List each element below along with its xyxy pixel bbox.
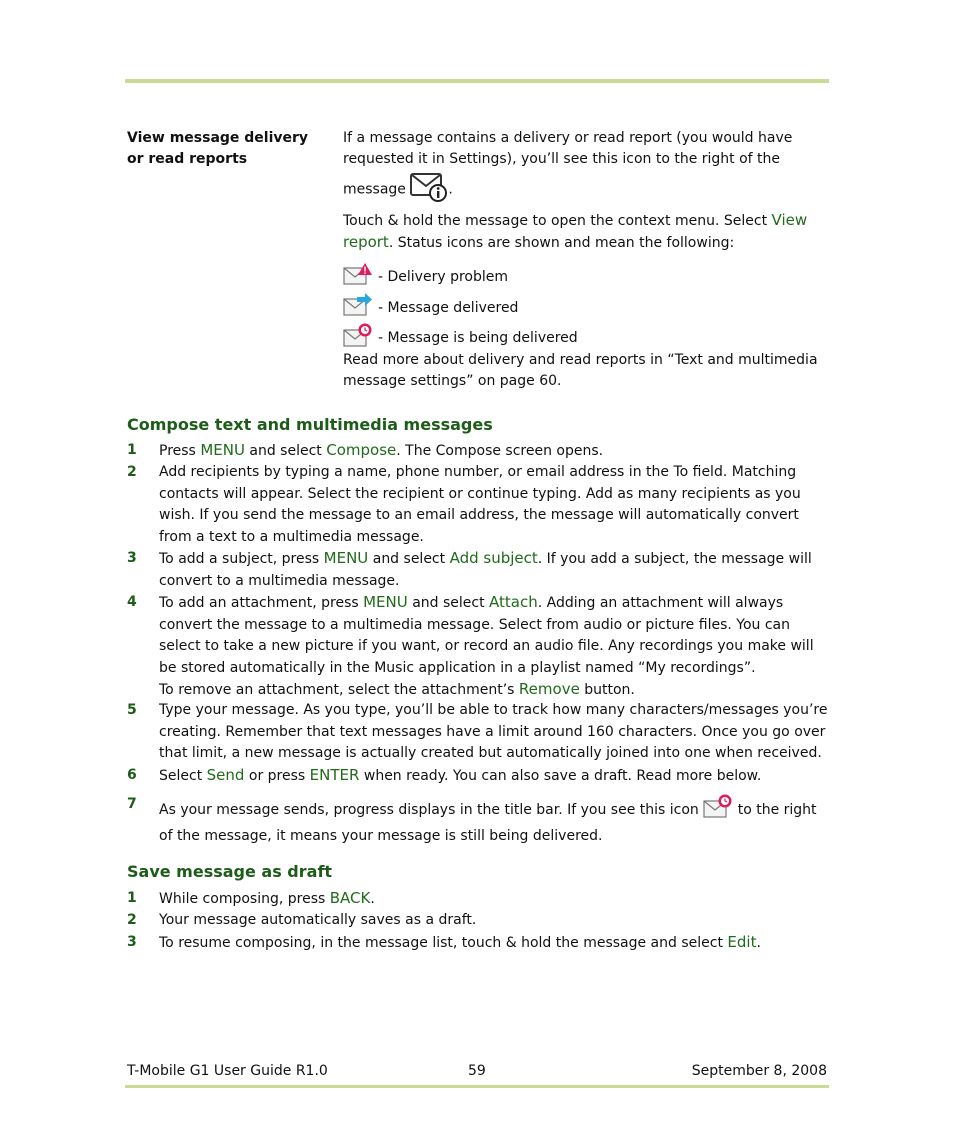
compose-heading: Compose text and multimedia messages [127, 415, 493, 434]
page-number: 59 [468, 1063, 486, 1079]
envelope-clock-icon [703, 794, 733, 826]
edit-keyword: Edit [727, 933, 757, 951]
footer-rule [125, 1085, 829, 1088]
remove-keyword: Remove [518, 680, 580, 698]
compose-step-6: 6 Select Send or press ENTER when ready. You can also save a draft. Read more below. [127, 766, 762, 784]
status-message-delivered: - Message delivered [343, 293, 518, 324]
status-delivery-problem: - Delivery problem [343, 262, 508, 293]
compose-step-7: 7 As your message sends, progress displays in the title bar. If you see this icon to the right of the message, it means your message is still being delivered. [127, 796, 817, 844]
draft-heading: Save message as draft [127, 862, 333, 881]
compose-keyword: Compose [326, 441, 397, 459]
compose-step-5: 5 Type your message. As you type, you’ll be able to track how many characters/messages you’re creating. Remember that text messages have a limit around 160 characters. Once you go over that limit, a new message is actually created but automatically joined into one when received. [127, 702, 828, 761]
compose-step-3: 3 To add a subject, press MENU and select Add subject. If you add a subject, the message will convert to a multimedia message. [127, 549, 812, 589]
view-report-keyword: View report [343, 211, 808, 251]
status-being-delivered: - Message is being delivered [343, 323, 578, 354]
footer-date: September 8, 2008 [691, 1063, 827, 1079]
draft-step-1: 1 While composing, press BACK. [127, 889, 375, 907]
compose-step-2: 2 Add recipients by typing a name, phone number, or email address in the To field. Matching contacts will appear. Select the recipient or continue typing. Add as many recipients as you wish. If you send the message to an email address, the message will automatically convert from a text to a multimedia message. [127, 464, 801, 545]
add-subject-keyword: Add subject [449, 549, 538, 567]
enter-keyword: ENTER [309, 766, 360, 784]
compose-step-4: 4 To add an attachment, press MENU and select Attach. Adding an attachment will always convert the message to a multimedia message. Select from audio or picture files. You can select to take a new picture if you want, or record an audio file. Any recordings you make will be stored automatically in the Music application in a playlist named “My recordings”. To remove an attachment, select the attachment’s Remove button. [127, 593, 814, 698]
footer-title: T-Mobile G1 User Guide R1.0 [127, 1063, 328, 1079]
draft-step-2: 2 Your message automatically saves as a draft. [127, 912, 477, 928]
definition-paragraph-2: Touch & hold the message to open the context menu. Select View report. Status icons are shown and mean the following: [343, 211, 808, 251]
definition-label: View message delivery or read reports [127, 130, 309, 167]
envelope-warning-icon [343, 262, 373, 293]
draft-step-3: 3 To resume composing, in the message list, touch & hold the message and select Edit. [127, 933, 761, 951]
menu-keyword: MENU [363, 593, 408, 611]
send-keyword: Send [206, 766, 245, 784]
compose-step-1: 1 Press MENU and select Compose. The Compose screen opens. [127, 441, 604, 459]
menu-keyword: MENU [200, 441, 245, 459]
definition-paragraph-3: Read more about delivery and read reports in “Text and multimedia message settings” on page 60. [343, 352, 818, 389]
back-keyword: BACK [329, 889, 371, 907]
menu-keyword: MENU [323, 549, 369, 567]
definition-paragraph-1: If a message contains a delivery or read report (you would have requested it in Settings), you’ll see this icon to the right of the message . [343, 128, 829, 209]
header-rule [125, 79, 829, 83]
attach-keyword: Attach [489, 593, 538, 611]
envelope-arrow-icon [343, 293, 373, 324]
envelope-info-icon [410, 170, 448, 209]
